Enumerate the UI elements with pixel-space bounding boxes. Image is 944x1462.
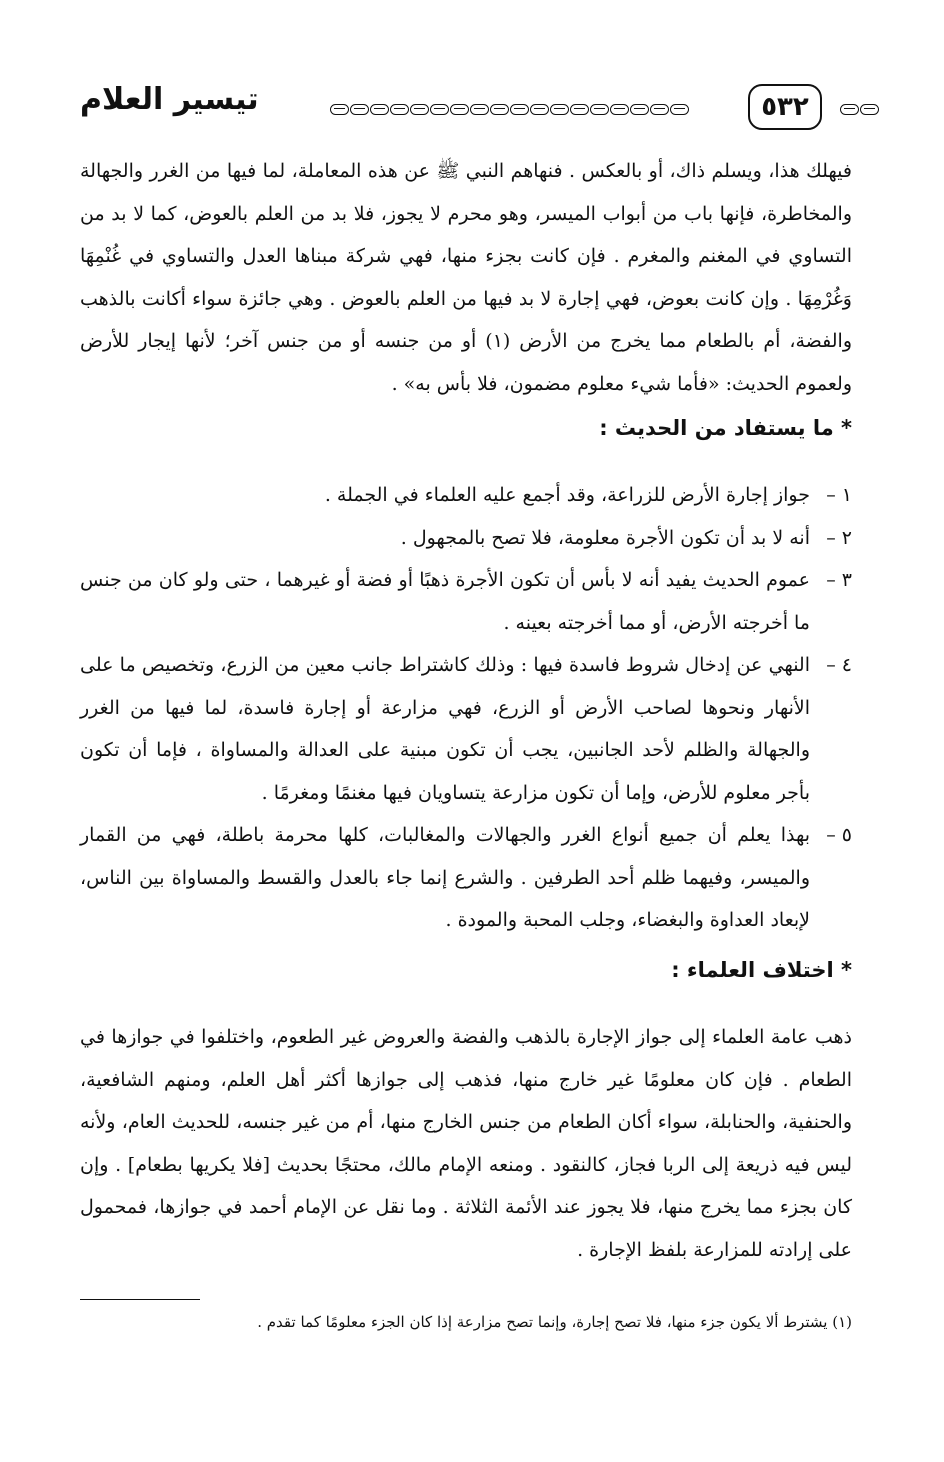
- list-item: [80, 559, 852, 644]
- section-heading-benefits: * ما يستفاد من الحديث :: [599, 416, 852, 440]
- ornament-icon: [410, 104, 429, 115]
- ornament-icon: [470, 104, 489, 115]
- ornament-icon: [510, 104, 529, 115]
- ornament-icon: [840, 104, 859, 115]
- ornament-icon: [590, 104, 609, 115]
- ornament-icon: [650, 104, 669, 115]
- page-number: ٥٣٢: [748, 84, 822, 130]
- paragraph-text: فيهلك هذا، ويسلم ذاك، أو بالعكس . فنهاهم النبي ﷺ عن هذه المعاملة، لما فيها من الغرر والجهالة والمخاطرة، فإنها باب من أبواب الميسر، وهو محرم لا يجوز، فلا بد من العلم بالعوض، كما لا بد من التساوي في المغنم والمغرم . فإن كانت بجزء منها، فهي شركة مبناها العدل والتساوي في غُنْمِهَا وَغُرْمِهَا . وإن كانت بعوض، فهي إجارة لا بد فيها من العلم بالعوض . وهي جائزة سواء أكانت بالذهب والفضة، أم بالطعام مما يخرج من الأرض (١) أو من جنسه أو من جنس آخر؛ لأنها إيجار للأرض ولعموم الحديث: «فأما شيء معلوم مضمون، فلا بأس به» .: [80, 160, 852, 395]
- ornament-icon: [670, 104, 689, 115]
- item-number: ٤ –: [826, 654, 852, 676]
- item-text: أنه لا بد أن تكون الأجرة معلومة، فلا تصح بالمجهول .: [400, 526, 810, 549]
- ornament-icon: [430, 104, 449, 115]
- paragraph-text: ذهب عامة العلماء إلى جواز الإجارة بالذهب والفضة والعروض غير الطعوم، واختلفوا في جوازها في الطعام . فإن كان معلومًا غير خارج منها، فذهب إلى جوازها أكثر أهل العلم، ومنهم الشافعية، والحنفية، والحنابلة، سواء أكان الطعام من جنس الخارج منها، أم من غير جنسه، للحديث العام، ولأنه ليس فيه ذريعة إلى الربا فجاز، كالنقود . ومنعه الإمام مالك، محتجًا بحديث [فلا يكريها بطعام] . وإن كان بجزء مما يخرج منها، فلا يجوز عند الأئمة الثلاثة . وما نقل عن الإمام أحمد في جوازها، فمحمول على إرادته للمزارعة بلفظ الإجارة .: [80, 1026, 852, 1261]
- item-number: ٥ –: [826, 824, 852, 846]
- ornament-icon: [550, 104, 569, 115]
- list-item: [80, 814, 852, 942]
- body-paragraph-2: [80, 1016, 852, 1271]
- ornament-icon: [860, 104, 879, 115]
- footnote-divider: [80, 1299, 200, 1300]
- list-item: [80, 644, 852, 814]
- item-number: ٢ –: [826, 526, 852, 549]
- ornament-icon: [630, 104, 649, 115]
- footnote: (١) يشترط ألا يكون جزء منها، فلا تصح إجارة، وإنما تصح مزارعة إذا كان الجزء معلومًا كما تقدم .: [257, 1313, 852, 1331]
- ornament-icon: [490, 104, 509, 115]
- ornament-icon: [610, 104, 629, 115]
- item-number: ٣ –: [826, 569, 852, 591]
- ornament-icon: [330, 104, 349, 115]
- item-text: بهذا يعلم أن جميع أنواع الغرر والجهالات والمغالبات، كلها محرمة باطلة، فهي من القمار والميسر، وفيهما ظلم أحد الطرفين . والشرع إنما جاء بالعدل والقسط والمساواة بين الناس، لإبعاد العداوة والبغضاء، وجلب المحبة والمودة .: [80, 824, 810, 931]
- item-text: عموم الحديث يفيد أنه لا بأس أن تكون الأجرة ذهبًا أو فضة أو غيرهما ، حتى ولو كان من جنس ما أخرجته الأرض، أو مما أخرجته بعينه .: [80, 569, 810, 634]
- ornament-icon: [390, 104, 409, 115]
- list-item: [80, 517, 852, 560]
- header-ornament-band: [330, 104, 800, 118]
- section-heading-disagreement: * اختلاف العلماء :: [671, 958, 852, 982]
- item-text: النهي عن إدخال شروط فاسدة فيها : وذلك كاشتراط جانب معين من الزرع، وتخصيص ما على الأنهار ونحوها لصاحب الأرض أو الزرع، فهي مزارعة أو إجارة فاسدة، لما فيها من الغرر والجهالة والظلم لأحد الجانبين، يجب أن تكون مبنية على العدالة والمساواة ، فإما أن تكون بأجر معلوم للأرض، وإما أن تكون مزارعة يتساويان فيها مغنمًا ومغرمًا .: [80, 654, 810, 804]
- ornament-icon: [450, 104, 469, 115]
- item-text: جواز إجارة الأرض للزراعة، وقد أجمع عليه العلماء في الجملة .: [324, 484, 810, 506]
- page-header: [80, 80, 880, 140]
- benefits-list: [80, 474, 852, 942]
- book-title: تيسير العلام: [80, 82, 259, 117]
- ornament-icon: [350, 104, 369, 115]
- header-ornament-pair: [840, 104, 879, 115]
- list-item: [80, 474, 852, 517]
- body-paragraph-1: [80, 150, 852, 405]
- ornament-icon: [570, 104, 589, 115]
- ornament-icon: [370, 104, 389, 115]
- ornament-icon: [530, 104, 549, 115]
- item-number: ١ –: [826, 484, 852, 506]
